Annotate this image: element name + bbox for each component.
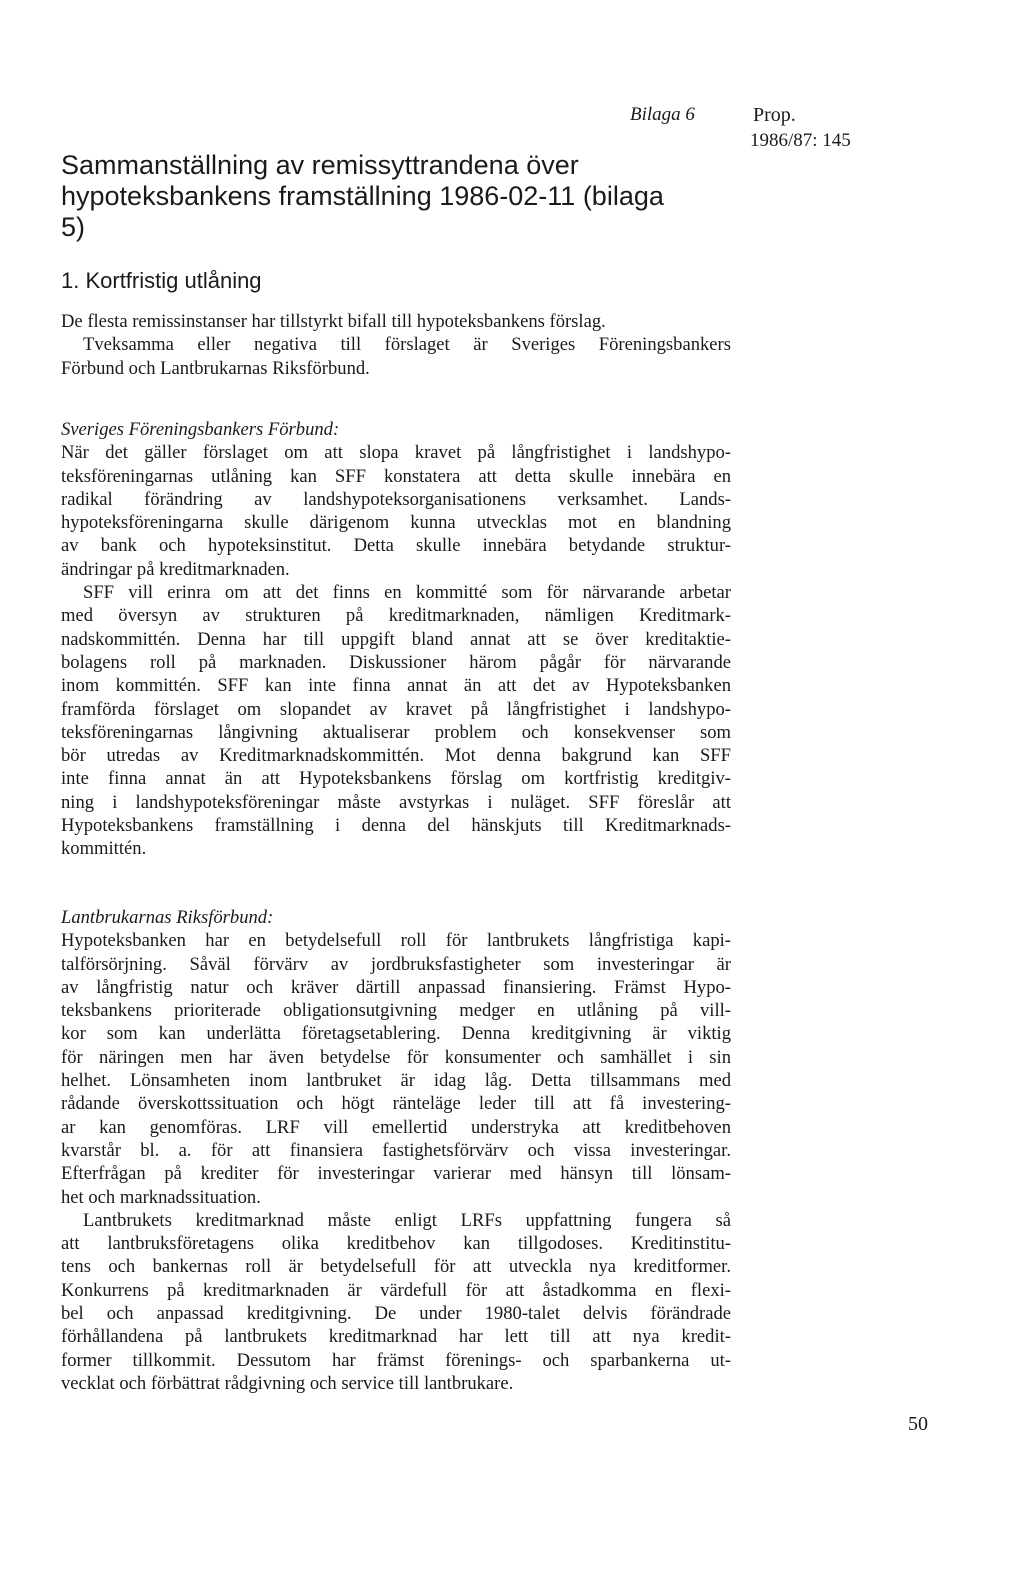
- text-line: bör utredas av Kreditmarknadskommittén. Mot denna bakgrund kan SFF: [61, 745, 731, 767]
- text-line: teksföreningarnas långivning aktualiserar problem och konsekvenser som: [61, 721, 731, 743]
- text-line: bolagens roll på marknaden. Diskussioner härom pågår för närvarande: [61, 651, 731, 673]
- document-title: [61, 150, 751, 243]
- text-line: hypoteksföreningarna skulle därigenom kunna utvecklas mot en blandning: [61, 512, 731, 534]
- lrf-organization-heading: Lantbrukarnas Riksförbund:: [61, 907, 274, 928]
- title-line: 5): [61, 212, 86, 242]
- text-line: SFF vill erinra om att det finns en kommitté som för närvarande arbetar: [83, 582, 731, 604]
- proposition-label: Prop.: [753, 104, 796, 126]
- text-line: inte finna annat än att Hypoteksbankens förslag om kortfristig kreditgiv-: [61, 768, 731, 790]
- text-line: Förbund och Lantbrukarnas Riksförbund.: [61, 357, 370, 379]
- text-line: med översyn av strukturen på kreditmarknaden, nämligen Kreditmark-: [61, 605, 731, 627]
- text-line: förhållandena på lantbrukets kreditmarknad har lett till att nya kredit-: [61, 1326, 731, 1348]
- text-line: ar kan genomföras. LRF vill emellertid understryka att kreditbehoven: [61, 1116, 731, 1138]
- text-line: av långfristig natur och kräver därtill anpassad finansiering. Främst Hypo-: [61, 976, 731, 998]
- text-line: Hypoteksbanken har en betydelsefull roll för lantbrukets långfristiga kapi-: [61, 930, 731, 952]
- text-line: De flesta remissinstanser har tillstyrkt bifall till hypoteksbankens förslag.: [61, 311, 606, 332]
- text-line: Lantbrukets kreditmarknad måste enligt LRFs uppfattning fungera så: [83, 1209, 731, 1231]
- text-line: talförsörjning. Såväl förvärv av jordbruksfastigheter som investeringar är: [61, 953, 731, 975]
- text-line: nadskommittén. Denna har till uppgift bland annat att se över kreditaktie-: [61, 628, 731, 650]
- text-line: Tveksamma eller negativa till förslaget är Sveriges Föreningsbankers: [83, 334, 731, 356]
- sff-statement: [61, 418, 731, 861]
- text-line: Konkurrens på kreditmarknaden är värdefull för att åstadkomma en flexi-: [61, 1279, 731, 1301]
- text-line: former tillkommit. Dessutom har främst förenings- och sparbankerna ut-: [61, 1349, 731, 1371]
- text-line: inom kommittén. SFF kan inte finna annat än att det av Hypoteksbanken: [61, 675, 731, 697]
- text-line: helhet. Lönsamheten inom lantbruket är idag låg. Detta tillsammans med: [61, 1070, 731, 1092]
- text-line: När det gäller förslaget om att slopa kravet på långfristighet i landshypo-: [61, 442, 731, 464]
- text-line: att lantbruksföretagens olika kreditbehov kan tillgodoses. Kreditinstitu-: [61, 1233, 731, 1255]
- proposition-number: 1986/87: 145: [750, 130, 851, 151]
- text-line: radikal förändring av landshypoteksorganisationens verksamhet. Lands-: [61, 488, 731, 510]
- intro-paragraph: [61, 310, 731, 380]
- text-line: Hypoteksbankens framställning i denna del hänskjuts till Kreditmarknads-: [61, 815, 731, 837]
- text-line: teksbankens prioriterade obligationsutgivning medger en utlåning på vill-: [61, 1000, 731, 1022]
- text-line: bel och anpassad kreditgivning. De under 1980-talet delvis förändrade: [61, 1303, 731, 1325]
- text-line: ning i landshypoteksföreningar måste avstyrkas i nuläget. SFF föreslår att: [61, 791, 731, 813]
- title-line: hypoteksbankens framställning 1986-02-11 (bilaga: [61, 181, 664, 211]
- text-line: teksföreningarnas utlåning kan SFF konstatera att detta skulle innebära en: [61, 465, 731, 487]
- text-line: kvarstår bl. a. för att finansiera fastighetsförvärv och vissa investeringar.: [61, 1139, 731, 1161]
- text-line: tens och bankernas roll är betydelsefull för att utveckla nya kreditformer.: [61, 1256, 731, 1278]
- text-line: het och marknadssituation.: [61, 1186, 261, 1208]
- title-line: Sammanställning av remissyttrandena över: [61, 150, 579, 180]
- sff-organization-heading: Sveriges Föreningsbankers Förbund:: [61, 419, 340, 440]
- text-line: Efterfrågan på krediter för investeringar varierar med hänsyn till lönsam-: [61, 1163, 731, 1185]
- text-line: ändringar på kreditmarknaden.: [61, 558, 290, 580]
- section-heading: 1. Kortfristig utlåning: [61, 268, 262, 293]
- text-line: av bank och hypoteksinstitut. Detta skulle innebära betydande struktur-: [61, 535, 731, 557]
- text-line: för näringen men har även betydelse för konsumenter och samhället i sin: [61, 1046, 731, 1068]
- appendix-label: Bilaga 6: [630, 104, 695, 125]
- text-line: kommittén.: [61, 838, 147, 860]
- text-line: vecklat och förbättrat rådgivning och service till lantbrukare.: [61, 1372, 514, 1394]
- page-number: 50: [908, 1413, 928, 1435]
- text-line: kor som kan underlätta företagsetablering. Denna kreditgivning är viktig: [61, 1023, 731, 1045]
- text-line: rådande överskottssituation och högt ränteläge leder till att få investering-: [61, 1093, 731, 1115]
- text-line: framförda förslaget om slopandet av kravet på långfristighet i landshypo-: [61, 698, 731, 720]
- lrf-statement: [61, 906, 731, 1395]
